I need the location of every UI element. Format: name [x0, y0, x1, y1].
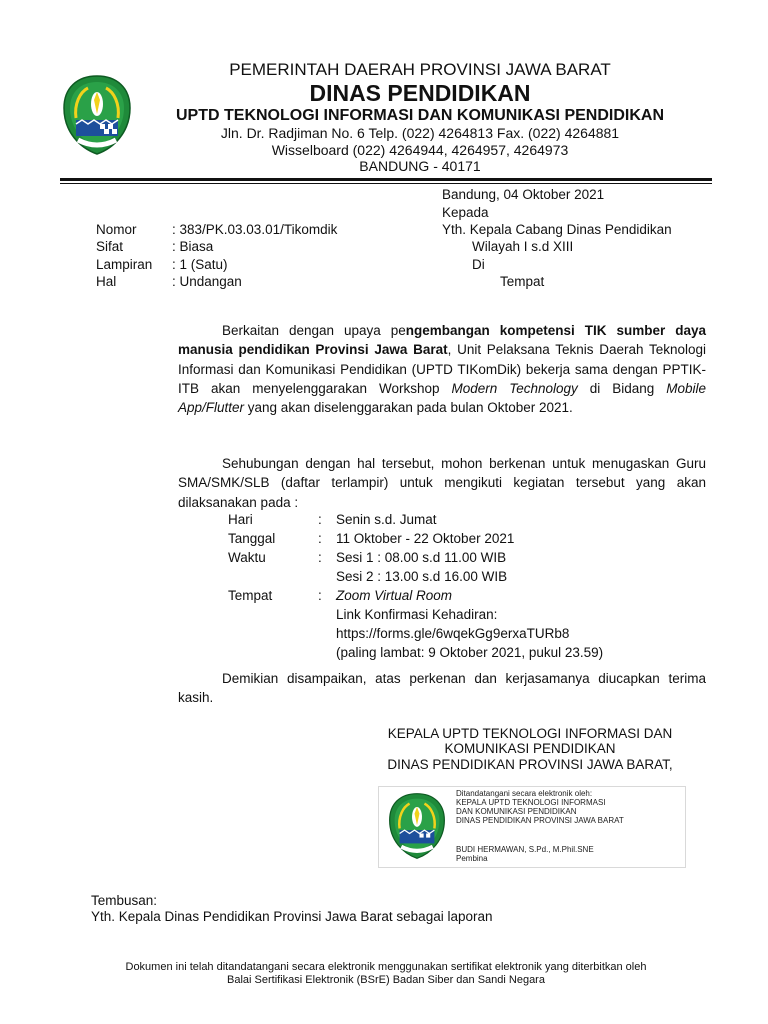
footer-disclaimer-2: Balai Sertifikasi Elektronik (BSrE) Badan Siber dan Sandi Negara: [227, 974, 545, 986]
nomor-label: Nomor: [96, 222, 137, 237]
sifat-value: : Biasa: [172, 239, 214, 254]
letterhead-address: Jln. Dr. Radjiman No. 6 Telp. (022) 4264813 Fax. (022) 4264881: [220, 125, 620, 141]
confirmation-link[interactable]: https://forms.gle/6wqekGg9erxaTURb8: [336, 626, 570, 641]
closing-paragraph: Demikian disampaikan, atas perkenan dan kerjasamanya diucapkan terima kasih.: [178, 671, 706, 706]
hal-value: : Undangan: [172, 274, 242, 289]
recipient-kepada: Kepada: [442, 205, 489, 220]
e-sign-title-3: DINAS PENDIDIKAN PROVINSI JAWA BARAT: [456, 816, 624, 825]
waktu-label: Waktu: [228, 550, 266, 565]
recipient-place: Tempat: [500, 274, 545, 289]
recipient-di: Di: [472, 257, 485, 272]
nomor-value: : 383/PK.03.03.01/Tikomdik: [172, 222, 338, 237]
tembusan-label: Tembusan:: [91, 893, 158, 908]
letterhead-divider-thin: [60, 183, 712, 184]
letterhead-city: BANDUNG - 40171: [359, 158, 481, 174]
signatory-title-2: KOMUNIKASI PENDIDIKAN: [444, 741, 616, 756]
waktu-session-2: Sesi 2 : 13.00 s.d 16.00 WIB: [336, 569, 508, 584]
tembusan-item: Yth. Kepala Dinas Pendidikan Provinsi Jawa Barat sebagai laporan: [91, 909, 493, 924]
e-sign-title-1: KEPALA UPTD TEKNOLOGI INFORMASI: [456, 798, 606, 807]
e-sign-title-2: DAN KOMUNIKASI PENDIDIKAN: [456, 807, 577, 816]
sifat-label: Sifat: [96, 239, 124, 254]
link-label: Link Konfirmasi Kehadiran:: [336, 607, 498, 622]
waktu-session-1: Sesi 1 : 08.00 s.d 11.00 WIB: [336, 550, 507, 565]
letterhead-agency: DINAS PENDIDIKAN: [309, 80, 531, 106]
letter-date: Bandung, 04 Oktober 2021: [442, 187, 605, 202]
province-emblem: [62, 74, 132, 156]
colon: :: [318, 588, 322, 603]
recipient-region: Wilayah I s.d XIII: [472, 239, 574, 254]
signatory-title-3: DINAS PENDIDIKAN PROVINSI JAWA BARAT,: [387, 757, 673, 772]
footer-disclaimer-1: Dokumen ini telah ditandatangani secara elektronik menggunakan sertifikat elektronik yang diterbitkan oleh: [125, 961, 647, 973]
letterhead-unit: UPTD TEKNOLOGI INFORMASI DAN KOMUNIKASI PENDIDIKAN: [176, 107, 664, 124]
colon: :: [318, 531, 322, 546]
colon: :: [318, 512, 322, 527]
hari-value: Senin s.d. Jumat: [336, 512, 437, 527]
body-paragraph-2: Sehubungan dengan hal tersebut, mohon berkenan untuk menugaskan Guru SMA/SMK/SLB (daftar terlampir) untuk mengikuti kegiatan tersebut yang akan dilaksanakan pada :: [178, 456, 706, 510]
tanggal-value: 11 Oktober - 22 Oktober 2021: [336, 531, 515, 546]
letterhead-government: PEMERINTAH DAERAH PROVINSI JAWA BARAT: [229, 60, 611, 79]
tempat-label: Tempat: [228, 588, 273, 603]
lampiran-value: : 1 (Satu): [172, 257, 228, 272]
lampiran-label: Lampiran: [96, 257, 153, 272]
signatory-rank: Pembina: [456, 854, 488, 863]
tanggal-label: Tanggal: [228, 531, 276, 546]
signatory-title-1: KEPALA UPTD TEKNOLOGI INFORMASI DAN: [387, 726, 673, 741]
letterhead-phone: Wisselboard (022) 4264944, 4264957, 4264973: [271, 142, 569, 158]
deadline-note: (paling lambat: 9 Oktober 2021, pukul 23.59): [336, 645, 604, 660]
recipient-name: Yth. Kepala Cabang Dinas Pendidikan: [442, 222, 672, 237]
colon: :: [318, 550, 322, 565]
e-sign-header: Ditandatangani secara elektronik oleh:: [456, 789, 593, 798]
hari-label: Hari: [228, 512, 253, 527]
hal-label: Hal: [96, 274, 117, 289]
tempat-value: Zoom Virtual Room: [336, 588, 453, 603]
body-paragraph-1: Berkaitan dengan upaya pengembangan kompetensi TIK sumber daya manusia pendidikan Provinsi Jawa Barat, Unit Pelaksana Teknis Daerah Teknologi Informasi dan Komunikasi Pendidikan (UPTD TIKomDik) bekerja sama dengan PPTIK-ITB akan menyelenggarakan Workshop Modern Technology di Bidang Mobile App/Flutter yang akan diselenggarakan pada bulan Oktober 2021.: [178, 323, 706, 416]
letterhead-divider: [60, 178, 712, 181]
signature-emblem: [388, 792, 446, 860]
signatory-name: BUDI HERMAWAN, S.Pd., M.Phil.SNE: [456, 845, 594, 854]
